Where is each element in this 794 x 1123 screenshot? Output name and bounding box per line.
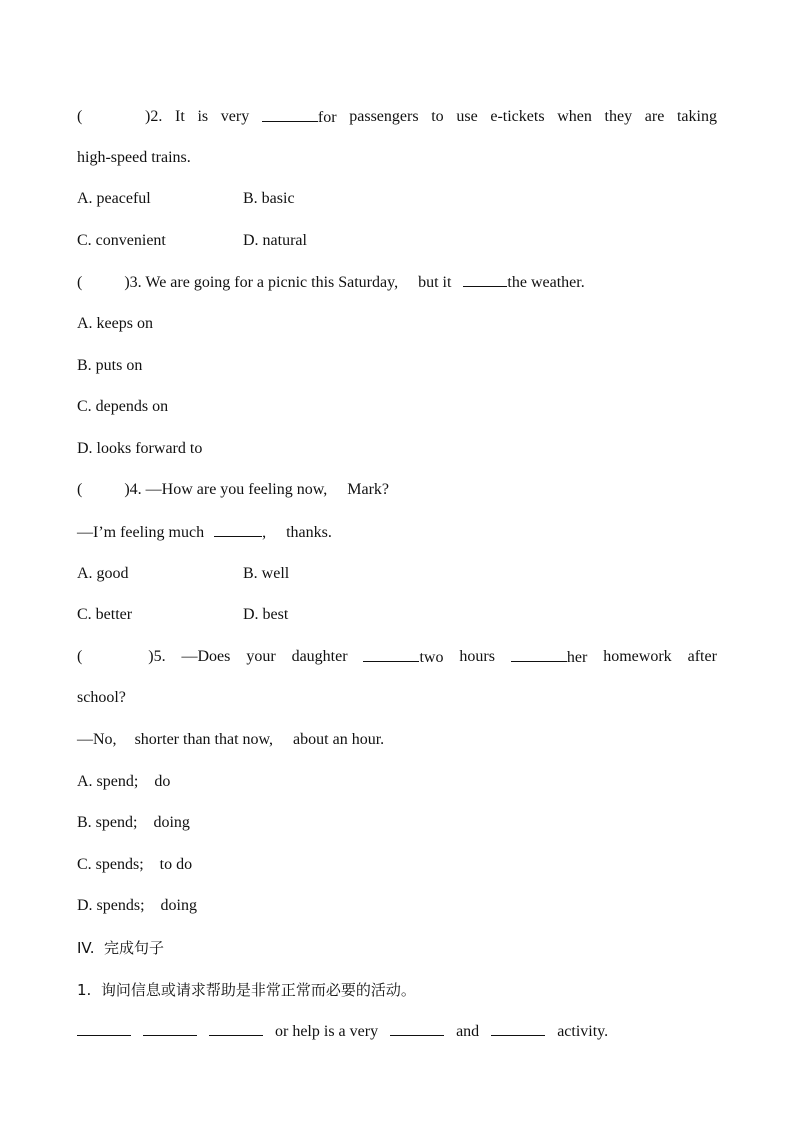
question-5-blank-group-1 <box>363 647 443 668</box>
reply-comma: , <box>262 524 267 541</box>
answer-blank[interactable] <box>143 1021 197 1036</box>
question-3-text: )3. We are going for a picnic this Saturday, <box>124 274 399 291</box>
word: for <box>317 109 337 126</box>
question-4-name: Mark? <box>347 481 389 498</box>
question-4-reply <box>77 522 717 543</box>
question-5-line-2: school? <box>77 689 126 706</box>
question-3-text-mid: but it <box>418 274 452 291</box>
word: they <box>604 108 633 125</box>
question-3-paren: ( <box>77 274 83 291</box>
answer-blank[interactable] <box>390 1021 444 1036</box>
answer-blank[interactable] <box>262 107 318 122</box>
question-3-line <box>77 272 717 293</box>
question-2-paren: ( <box>77 108 83 125</box>
question-2-options-row-1 <box>77 189 717 209</box>
question-4-options-row-1 <box>77 564 717 584</box>
reply-text: shorter than that now, <box>134 731 274 748</box>
word: her <box>566 649 588 666</box>
word: your <box>246 648 276 665</box>
option-b[interactable]: B. puts on <box>77 357 143 374</box>
option-d[interactable]: D. looks forward to <box>77 440 203 457</box>
option-b[interactable]: B. well <box>243 565 290 582</box>
answer-blank[interactable] <box>511 647 567 662</box>
word: two <box>419 649 444 666</box>
answer-blank[interactable] <box>363 647 419 662</box>
option-a[interactable]: A. spend; do <box>77 773 171 790</box>
question-4-line <box>77 480 717 500</box>
question-2-line-2: high-speed trains. <box>77 149 191 166</box>
question-4-paren: ( <box>77 481 83 498</box>
word: are <box>644 108 665 125</box>
question-5-paren: ( <box>77 648 83 665</box>
question-2-options-row-2 <box>77 231 717 251</box>
sentence-text: or help is a very <box>275 1023 379 1040</box>
reply-text: —I’m feeling much <box>77 524 205 541</box>
word: is <box>197 108 209 125</box>
question-2-blank-group <box>262 107 337 128</box>
answer-blank[interactable] <box>209 1021 263 1036</box>
question-5-line-1 <box>77 647 717 668</box>
reply-text: —No, <box>77 731 117 748</box>
sentence-text: and <box>456 1023 480 1040</box>
word: daughter <box>291 648 348 665</box>
question-5-reply <box>77 730 717 750</box>
option-c[interactable]: C. depends on <box>77 398 169 415</box>
word: to <box>431 108 444 125</box>
option-b[interactable]: B. spend; doing <box>77 814 190 831</box>
section-item-1-chinese: 1. 询问信息或请求帮助是非常正常而必要的活动。 <box>77 981 416 999</box>
question-4-text: )4. —How are you feeling now, <box>124 481 328 498</box>
option-d[interactable]: D. best <box>243 606 289 623</box>
option-a[interactable]: A. peaceful <box>77 190 151 207</box>
option-a[interactable]: A. good <box>77 565 129 582</box>
answer-blank[interactable] <box>77 1021 131 1036</box>
word: after <box>687 648 717 665</box>
option-d[interactable]: D. natural <box>243 232 307 249</box>
answer-blank[interactable] <box>491 1021 545 1036</box>
reply-text: thanks. <box>286 524 332 541</box>
option-c[interactable]: C. better <box>77 606 133 623</box>
answer-blank[interactable] <box>214 522 262 537</box>
option-c[interactable]: C. spends; to do <box>77 856 193 873</box>
question-2-number: )2. <box>145 108 163 125</box>
section-heading: IV. 完成句子 <box>77 939 165 957</box>
option-a[interactable]: A. keeps on <box>77 315 153 332</box>
question-3-text-end: the weather. <box>507 274 585 291</box>
option-c[interactable]: C. convenient <box>77 232 166 249</box>
section-item-1-english <box>77 1021 717 1042</box>
word: homework <box>603 648 672 665</box>
question-5-number: )5. <box>148 648 166 665</box>
word: e-tickets <box>490 108 545 125</box>
word: It <box>175 108 185 125</box>
word: taking <box>676 108 717 125</box>
question-4-options-row-2 <box>77 605 717 625</box>
option-d[interactable]: D. spends; doing <box>77 897 197 914</box>
word: when <box>557 108 592 125</box>
option-b[interactable]: B. basic <box>243 190 295 207</box>
question-2-line-1 <box>77 107 717 128</box>
answer-blank[interactable] <box>463 272 507 287</box>
question-5-blank-group-2 <box>511 647 587 668</box>
word: —Does <box>181 648 231 665</box>
word: hours <box>459 648 495 665</box>
reply-text: about an hour. <box>293 731 385 748</box>
sentence-text: activity. <box>557 1023 609 1040</box>
word: use <box>456 108 478 125</box>
word: passengers <box>349 108 419 125</box>
word: very <box>220 108 250 125</box>
